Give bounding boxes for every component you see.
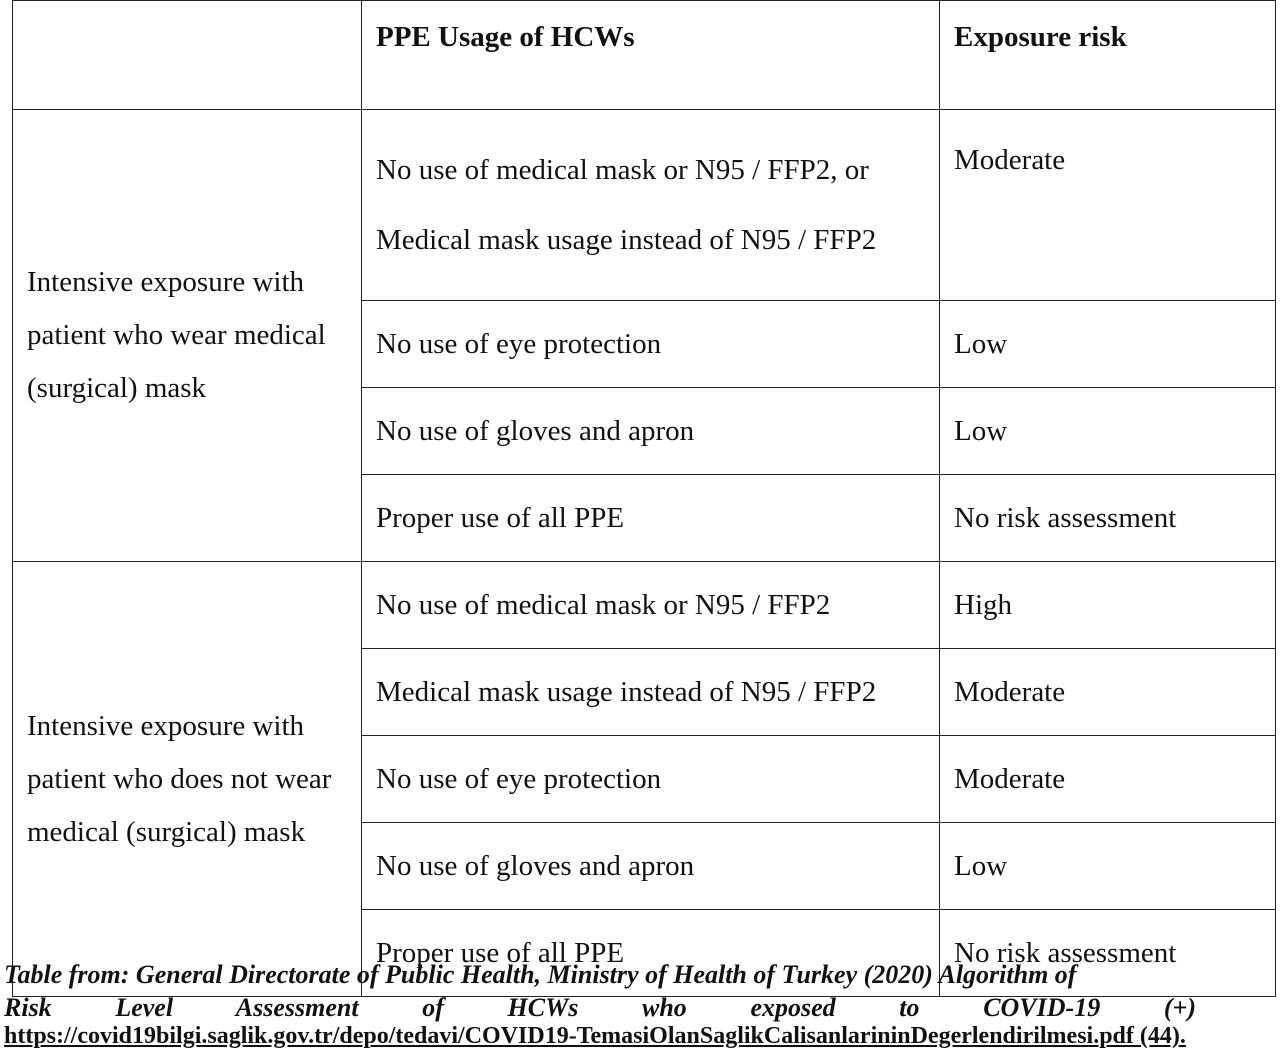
ppe-cell: Proper use of all PPE <box>362 475 940 562</box>
risk-cell: Low <box>940 388 1276 475</box>
risk-cell: Moderate <box>940 110 1276 301</box>
ppe-cell: No use of medical mask or N95 / FFP2, or Medical mask usage instead of N95 / FFP2 <box>362 110 940 301</box>
caption-line-2: Risk Level Assessment of HCWs who exposed to COVID-19 (+) <box>4 993 1196 1022</box>
header-ppe-usage: PPE Usage of HCWs <box>362 1 940 110</box>
header-blank <box>13 1 362 110</box>
risk-cell: Low <box>940 301 1276 388</box>
risk-cell: No risk assessment <box>940 475 1276 562</box>
caption-line-1: Table from: General Directorate of Public Health, Ministry of Health of Turkey (2020) Algorithm of <box>4 960 1077 989</box>
ppe-cell: No use of gloves and apron <box>362 388 940 475</box>
risk-assessment-table <box>12 0 1276 997</box>
ppe-cell: No use of medical mask or N95 / FFP2 <box>362 562 940 649</box>
risk-cell: High <box>940 562 1276 649</box>
group-label-masked-patient: Intensive exposure with patient who wear medical (surgical) mask <box>13 110 362 562</box>
header-exposure-risk: Exposure risk <box>940 1 1276 110</box>
risk-cell: Low <box>940 823 1276 910</box>
risk-cell: Moderate <box>940 736 1276 823</box>
header-row <box>13 1 1276 110</box>
source-link[interactable]: https://covid19bilgi.saglik.gov.tr/depo/tedavi/COVID19-TemasiOlanSaglikCalisanlarininDegerlendirilmesi.pdf (44). <box>4 1023 1186 1049</box>
ppe-cell: Proper use of all PPE <box>362 910 940 997</box>
ppe-cell: No use of eye protection <box>362 301 940 388</box>
risk-cell: No risk assessment <box>940 910 1276 997</box>
ppe-cell: No use of gloves and apron <box>362 823 940 910</box>
table-row <box>13 110 1276 301</box>
group-label-unmasked-patient: Intensive exposure with patient who does not wear medical (surgical) mask <box>13 562 362 997</box>
ppe-cell: No use of eye protection <box>362 736 940 823</box>
risk-cell: Moderate <box>940 649 1276 736</box>
table-row <box>13 562 1276 649</box>
ppe-cell: Medical mask usage instead of N95 / FFP2 <box>362 649 940 736</box>
table-caption <box>4 958 1196 1024</box>
